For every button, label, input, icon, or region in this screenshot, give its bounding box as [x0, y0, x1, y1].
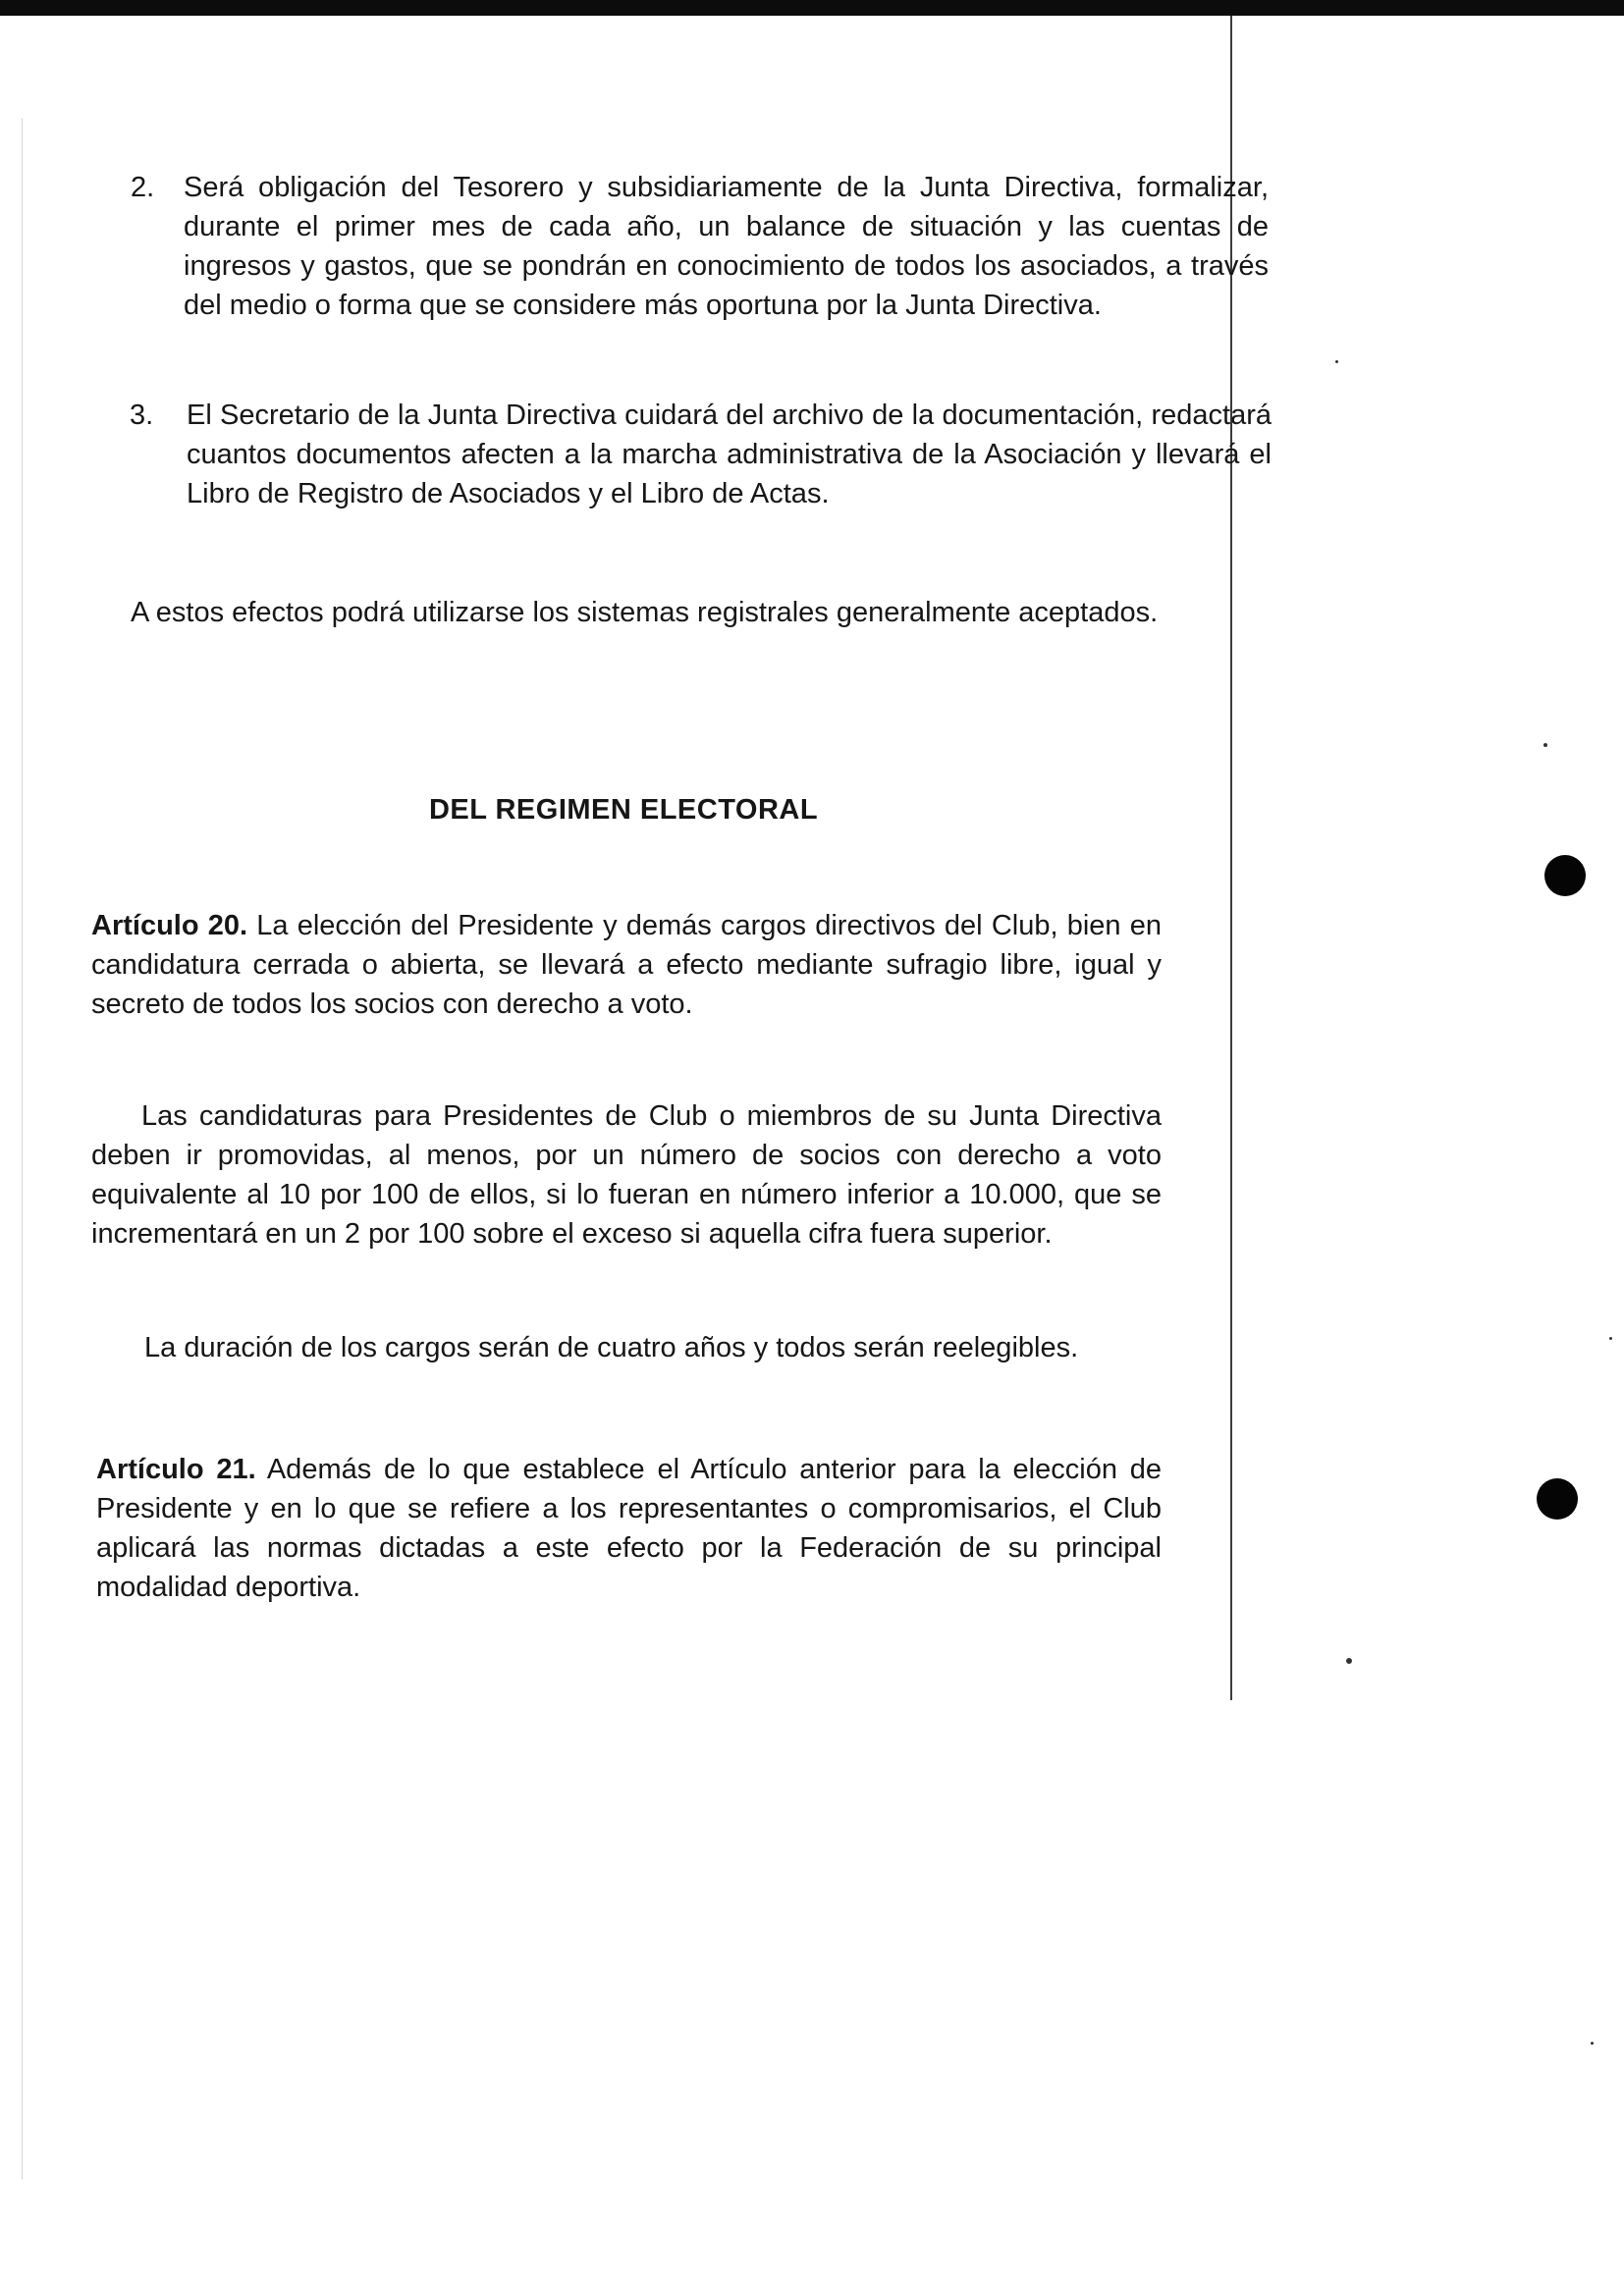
scan-speck: [1591, 2042, 1594, 2045]
scan-speck: [1609, 1337, 1612, 1340]
scan-speck: [1335, 360, 1338, 363]
articulo-21-paragraph: [96, 1450, 1162, 1607]
articulo-20-label: Artículo 20.: [91, 910, 248, 941]
item-number-2: 2.: [131, 172, 155, 203]
item-2-text: Será obligación del Tesorero y subsidiariamente de la Junta Directiva, formalizar, durante el primer mes de cada año, un balance de situación y las cuentas de ingresos y gastos, que se pondrán en conocimiento de todos los asociados, a través del medio o forma que se considere más oportuna por la Junta Directiva.: [184, 172, 1269, 321]
scan-speck: [1346, 1658, 1352, 1664]
registral-paragraph: A estos efectos podrá utilizarse los sistemas registrales generalmente aceptados.: [131, 597, 1159, 628]
scan-speck: [1543, 743, 1547, 747]
articulo-21-text: Además de lo que establece el Artículo anterior para la elección de Presidente y en lo que se refiere a los representantes o compromisarios, el Club aplicará las normas dictadas a este efecto por la Federación de su principal modalidad deportiva.: [96, 1454, 1162, 1603]
articulo-21-label: Artículo 21.: [96, 1454, 256, 1485]
articulo-20-text: La elección del Presidente y demás cargos directivos del Club, bien en candidatura cerrada o abierta, se llevará a efecto mediante sufragio libre, igual y secreto de todos los socios con derecho a voto.: [91, 910, 1162, 1020]
duracion-paragraph: La duración de los cargos serán de cuatro años y todos serán reelegibles.: [144, 1332, 1079, 1363]
item-3-text: El Secretario de la Junta Directiva cuidará del archivo de la documentación, redactará cuantos documentos afecten a la marcha administrativa de la Asociación y llevará el Libro de Registro de Asociados y el Libro de Actas.: [187, 400, 1272, 509]
articulo-20-paragraph: [91, 906, 1162, 1024]
binder-hole-upper: [1544, 855, 1586, 896]
item-number-3: 3.: [130, 400, 154, 431]
binder-hole-lower: [1537, 1478, 1578, 1520]
section-heading: DEL REGIMEN ELECTORAL: [428, 794, 819, 826]
candidaturas-paragraph: Las candidaturas para Presidentes de Club o miembros de su Junta Directiva deben ir promovidas, al menos, por un número de socios con derecho a voto equivalente al 10 por 100 de ellos, si lo fueran en número inferior a 10.000, que se incrementará en un 2 por 100 sobre el exceso si aquella cifra fuera superior.: [91, 1100, 1162, 1250]
